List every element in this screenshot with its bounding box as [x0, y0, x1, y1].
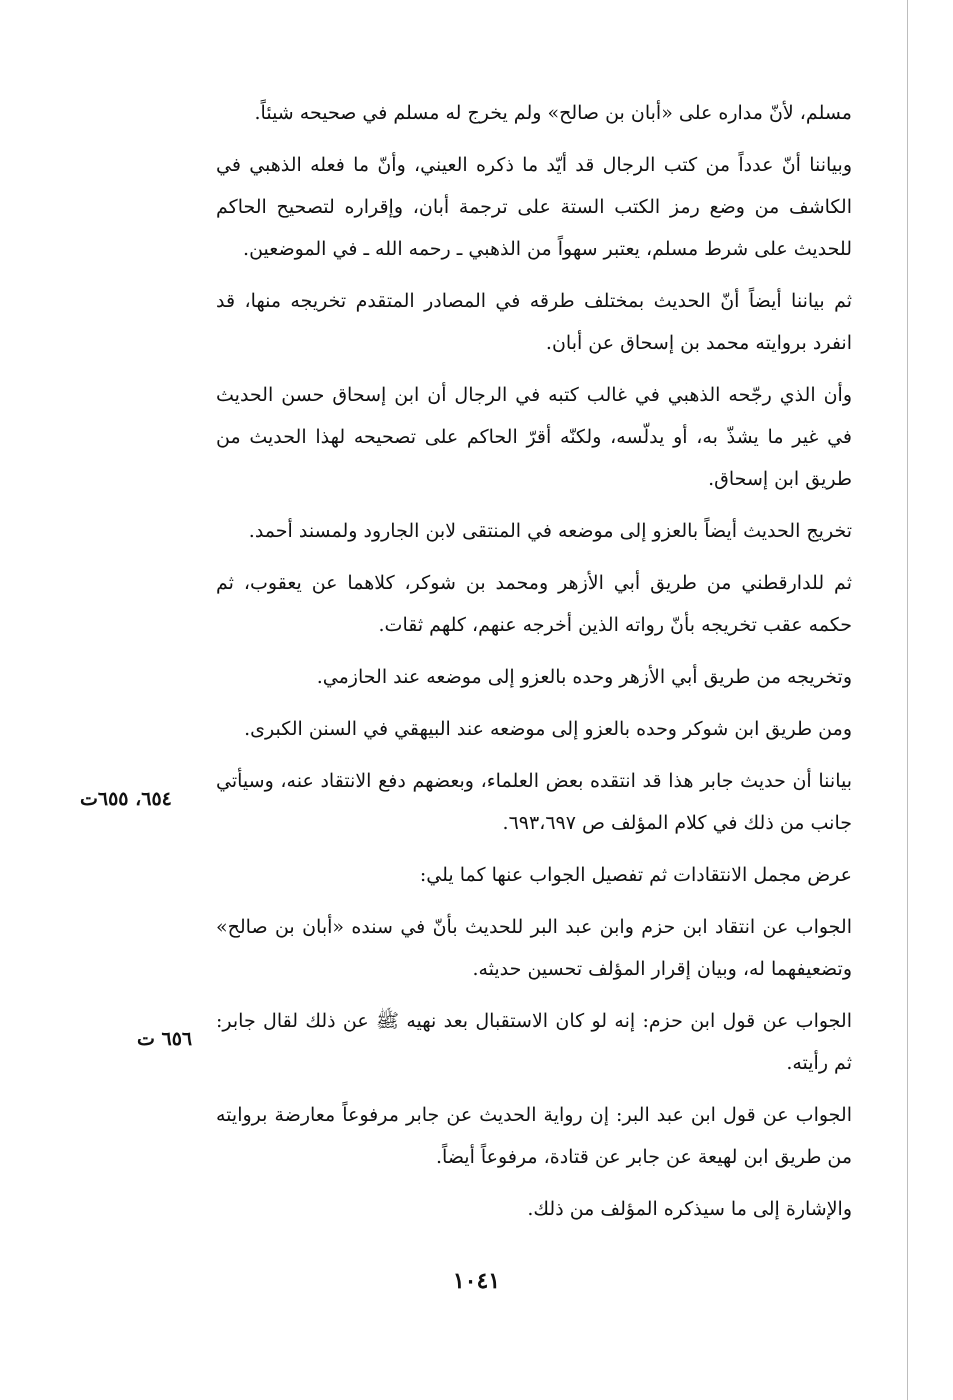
paragraph-6	[216, 562, 852, 646]
paragraph-text: والإشارة إلى ما سيذكره المؤلف من ذلك.	[527, 1198, 852, 1220]
paragraph-text: الجواب عن قول ابن حزم: إنه لو كان الاستقبال بعد نهيه ﷺ عن ذلك لقال جابر: ثم رأيته.	[216, 1010, 852, 1074]
paragraph-3	[216, 280, 852, 364]
paragraph-1	[216, 92, 852, 134]
paragraph-text: وبياننا أنّ عدداً من كتب الرجال قد أيّد ما ذكره العيني، وأنّ ما فعله الذهبي في الكاشف من وضع رمز الكتب الستة على ترجمة أبان، وإقراره لتصحيح الحاكم للحديث على شرط مسلم، يعتبر سهواً من الذهبي ـ رحمه الله ـ في الموضعين.	[216, 154, 852, 260]
paragraph-text: ثم للدارقطني من طريق أبي الأزهر ومحمد بن شوكر، كلاهما عن يعقوب، ثم حكمه عقب تخريجه بأنّ رواته الذين أخرجه عنهم، كلهم ثقات.	[216, 572, 852, 636]
margin-note-1: ٦٥٤، ٦٥٥ت	[80, 788, 172, 810]
paragraph-text: الجواب عن انتقاد ابن حزم وابن عبد البر للحديث بأنّ في سنده «أبان بن صالح» وتضعيفهما له، وبيان إقرار المؤلف تحسين حديثه.	[216, 916, 852, 980]
paragraph-text: ثم بياننا أيضاً أنّ الحديث بمختلف طرقه في المصادر المتقدم تخريجه منها، قد انفرد بروايته محمد بن إسحاق عن أبان.	[216, 290, 852, 354]
paragraph-13	[216, 1094, 852, 1178]
paragraph-7	[216, 656, 852, 698]
page-edge-rule	[907, 0, 908, 1400]
margin-note-2: ٦٥٦ ت	[137, 1028, 193, 1050]
page-number: ١٠٤١	[452, 1268, 501, 1294]
paragraph-12	[216, 1000, 852, 1084]
paragraph-text: وأن الذي رجّحه الذهبي في غالب كتبه في الرجال أن ابن إسحاق حسن الحديث في غير ما يشذّ به، أو يدلّسه، ولكنّه أقرّ الحاكم على تصحيحه لهذا الحديث من طريق ابن إسحاق.	[216, 384, 852, 490]
paragraph-text: الجواب عن قول ابن عبد البر: إن رواية الحديث عن جابر مرفوعاً معارضة بروايته من طريق ابن لهيعة عن جابر عن قتادة، مرفوعاً أيضاً.	[216, 1104, 852, 1168]
paragraph-text: عرض مجمل الانتقادات ثم تفصيل الجواب عنها كما يلي:	[419, 864, 852, 886]
paragraph-text: مسلم، لأنّ مداره على «أبان بن صالح» ولم يخرج له مسلم في صحيحه شيئاً.	[254, 102, 852, 124]
paragraph-11	[216, 906, 852, 990]
paragraph-14	[216, 1188, 852, 1230]
paragraph-8	[216, 708, 852, 750]
paragraph-10	[216, 854, 852, 896]
paragraph-9	[216, 760, 852, 844]
paragraph-text: ومن طريق ابن شوكر وحده بالعزو إلى موضعه عند البيهقي في السنن الكبرى.	[244, 718, 852, 740]
paragraph-text: تخريج الحديث أيضاً بالعزو إلى موضعه في المنتقى لابن الجارود ولمسند أحمد.	[248, 520, 852, 542]
paragraph-5	[216, 510, 852, 552]
paragraph-text: بياننا أن حديث جابر هذا قد انتقده بعض العلماء، وبعضهم دفع الانتقاد عنه، وسيأتي جانب من ذلك في كلام المؤلف ص ٦٩٣،٦٩٧.	[216, 770, 852, 834]
paragraph-text: وتخريجه من طريق أبي الأزهر وحده بالعزو إلى موضعه عند الحازمي.	[316, 666, 852, 688]
paragraph-4	[216, 374, 852, 500]
main-text	[216, 92, 852, 1240]
paragraph-2	[216, 144, 852, 270]
